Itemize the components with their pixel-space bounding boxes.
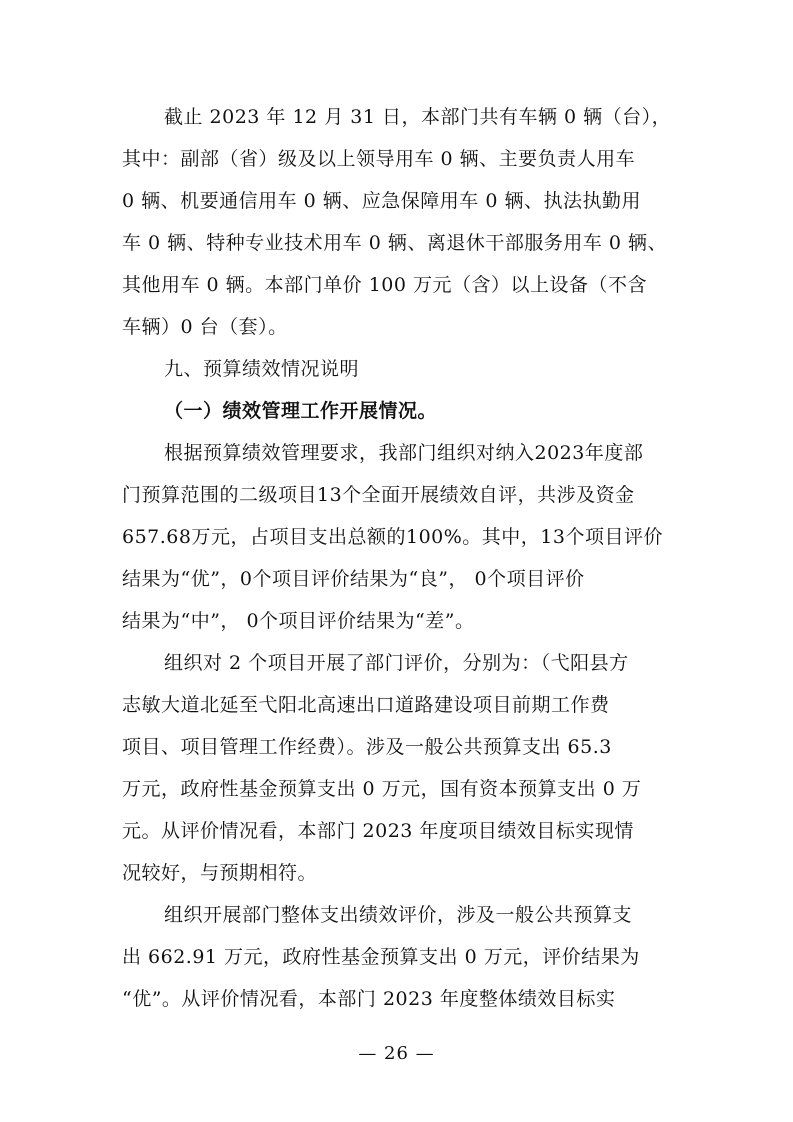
paragraph-overall-evaluation-line-2: 出 662.91 万元，政府性基金预算支出 0 万元，评价结果为 (122, 946, 640, 968)
section-heading: 九、预算绩效情况说明 (164, 358, 360, 380)
paragraph-vehicles-line-4: 车 0 辆、特种专业技术用车 0 辆、离退休干部服务用车 0 辆、 (122, 232, 668, 254)
page-number: — 26 — (358, 1043, 435, 1064)
paragraph-department-evaluation-line-1: 组织对 2 个项目开展了部门评价，分别为：（弋阳县方 (164, 652, 629, 674)
paragraph-department-evaluation-line-3: 项目、项目管理工作经费）。涉及一般公共预算支出 65.3 (122, 736, 612, 758)
paragraph-vehicles-line-6: 车辆）0 台（套）。 (122, 316, 288, 338)
paragraph-vehicles-line-2: 其中：副部（省）级及以上领导用车 0 辆、主要负责人用车 (122, 148, 636, 170)
paragraph-department-evaluation-line-6: 况较好，与预期相符。 (122, 862, 318, 884)
paragraph-self-evaluation-line-4: 结果为“优”，0个项目评价结果为“良”， 0个项目评价 (122, 568, 585, 590)
paragraph-self-evaluation-line-3: 657.68万元，占项目支出总额的100%。其中，13个项目评价 (122, 526, 663, 548)
paragraph-self-evaluation-line-5: 结果为“中”， 0个项目评价结果为“差”。 (122, 610, 475, 632)
subsection-heading: （一）绩效管理工作开展情况。 (164, 400, 438, 422)
paragraph-self-evaluation-line-2: 门预算范围的二级项目13个全面开展绩效自评，共涉及资金 (122, 484, 635, 506)
paragraph-vehicles-line-1: 截止 2023 年 12 月 31 日，本部门共有车辆 0 辆（台）， (164, 106, 672, 128)
paragraph-department-evaluation-line-5: 元。从评价情况看，本部门 2023 年度项目绩效目标实现情 (122, 820, 634, 842)
paragraph-vehicles-line-5: 其他用车 0 辆。本部门单价 100 万元（含）以上设备（不含 (122, 274, 648, 296)
paragraph-overall-evaluation-line-3: “优”。从评价情况看，本部门 2023 年度整体绩效目标实 (122, 988, 616, 1010)
paragraph-self-evaluation-line-1: 根据预算绩效管理要求，我部门组织对纳入2023年度部 (164, 442, 644, 464)
paragraph-department-evaluation-line-2: 志敏大道北延至弋阳北高速出口道路建设项目前期工作费 (122, 694, 610, 716)
paragraph-department-evaluation-line-4: 万元，政府性基金预算支出 0 万元，国有资本预算支出 0 万 (122, 778, 642, 800)
paragraph-overall-evaluation-line-1: 组织开展部门整体支出绩效评价，涉及一般公共预算支 (164, 904, 633, 926)
paragraph-vehicles-line-3: 0 辆、机要通信用车 0 辆、应急保障用车 0 辆、执法执勤用 (122, 190, 641, 212)
